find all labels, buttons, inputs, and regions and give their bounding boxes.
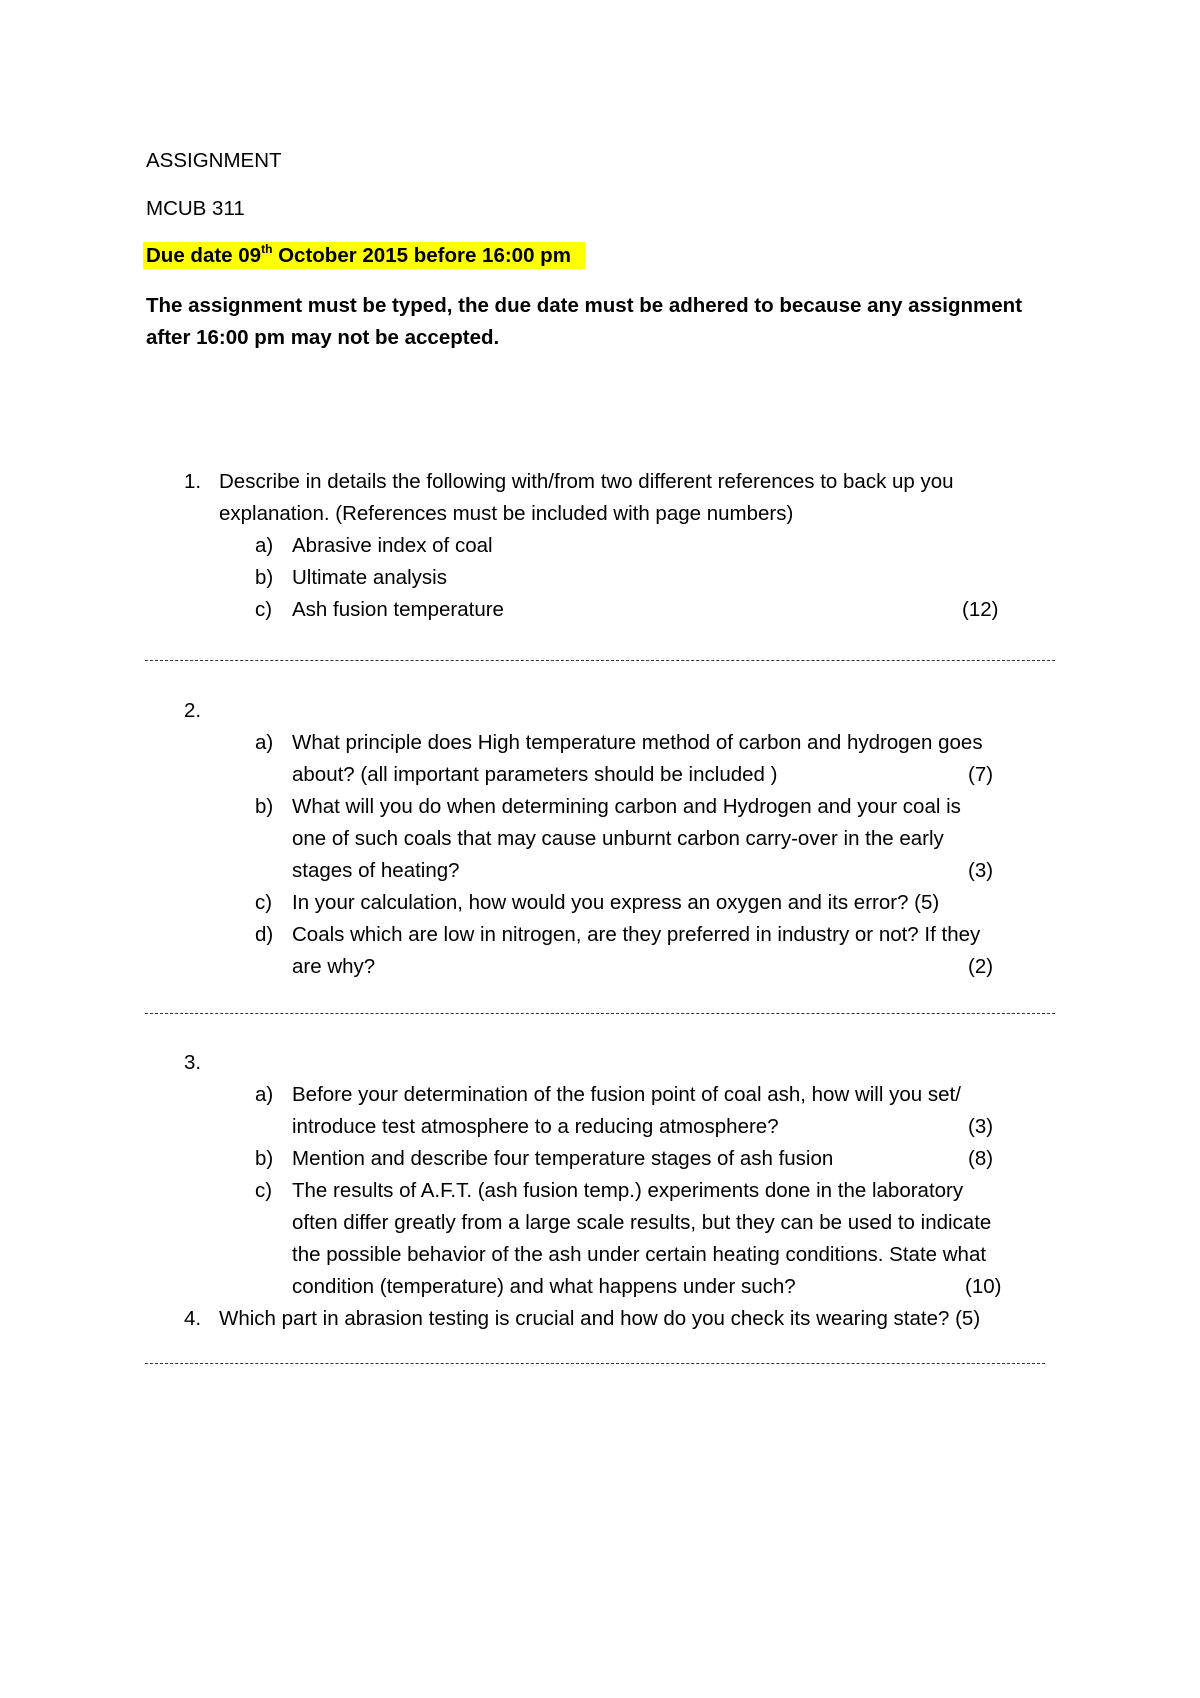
q3a-line-1: Before your determination of the fusion point of coal ash, how will you set/ bbox=[292, 1083, 961, 1106]
q2d-marks: (2) bbox=[968, 955, 994, 978]
notice-line-2: after 16:00 pm may not be accepted. bbox=[146, 326, 500, 349]
q3c-marks: (10) bbox=[965, 1275, 1002, 1298]
due-date-sup: th bbox=[261, 242, 273, 256]
due-date-highlight bbox=[143, 242, 585, 269]
q1c-text: Ash fusion temperature bbox=[292, 598, 504, 621]
q3a-label: a) bbox=[255, 1083, 274, 1106]
q1a-label: a) bbox=[255, 534, 274, 557]
assignment-title: ASSIGNMENT bbox=[146, 149, 282, 172]
q2b-line-1: What will you do when determining carbon and Hydrogen and your coal is bbox=[292, 795, 961, 818]
q1-line-1: Describe in details the following with/from two different references to back up you bbox=[219, 470, 954, 493]
q3-number: 3. bbox=[184, 1051, 202, 1074]
q2b-line-3: stages of heating? bbox=[292, 859, 460, 882]
course-code: MCUB 311 bbox=[146, 197, 245, 220]
q2a-label: a) bbox=[255, 731, 274, 754]
q1-number: 1. bbox=[184, 470, 202, 493]
q1c-label: c) bbox=[255, 598, 273, 621]
q3c-line-2: often differ greatly from a large scale results, but they can be used to indicate bbox=[292, 1211, 992, 1234]
q1-line-2: explanation. (References must be included with page numbers) bbox=[219, 502, 794, 525]
q3c-line-4: condition (temperature) and what happens under such? bbox=[292, 1275, 796, 1298]
q3b-label: b) bbox=[255, 1147, 274, 1170]
q1b-label: b) bbox=[255, 566, 274, 589]
q3a-line-2: introduce test atmosphere to a reducing atmosphere? bbox=[292, 1115, 779, 1138]
q2a-line-2: about? (all important parameters should be included ) bbox=[292, 763, 778, 786]
divider-1 bbox=[145, 660, 1055, 661]
q2b-marks: (3) bbox=[968, 859, 994, 882]
q2a-line-1: What principle does High temperature method of carbon and hydrogen goes bbox=[292, 731, 983, 754]
q4-number: 4. bbox=[184, 1307, 202, 1330]
divider-3 bbox=[145, 1363, 1045, 1364]
q1a-text: Abrasive index of coal bbox=[292, 534, 493, 557]
q2c-label: c) bbox=[255, 891, 273, 914]
due-date-suffix: October 2015 before 16:00 pm bbox=[272, 244, 571, 267]
q2c-text: In your calculation, how would you express an oxygen and its error? (5) bbox=[292, 891, 940, 914]
notice-line-1: The assignment must be typed, the due date must be adhered to because any assignment bbox=[146, 294, 1023, 317]
q4-text: Which part in abrasion testing is crucial and how do you check its wearing state? (5) bbox=[219, 1307, 981, 1330]
q2b-line-2: one of such coals that may cause unburnt carbon carry-over in the early bbox=[292, 827, 944, 850]
due-date-prefix: Due date 09 bbox=[146, 244, 262, 267]
q3c-line-1: The results of A.F.T. (ash fusion temp.) experiments done in the laboratory bbox=[292, 1179, 964, 1202]
q2-number: 2. bbox=[184, 699, 202, 722]
due-date bbox=[143, 242, 585, 270]
q1-marks: (12) bbox=[962, 598, 999, 621]
q3a-marks: (3) bbox=[968, 1115, 994, 1138]
q2d-label: d) bbox=[255, 923, 274, 946]
q3b-marks: (8) bbox=[968, 1147, 994, 1170]
q2d-line-1: Coals which are low in nitrogen, are they preferred in industry or not? If they bbox=[292, 923, 981, 946]
q2b-label: b) bbox=[255, 795, 274, 818]
q3b-text: Mention and describe four temperature stages of ash fusion bbox=[292, 1147, 834, 1170]
q2a-marks: (7) bbox=[968, 763, 994, 786]
q3c-label: c) bbox=[255, 1179, 273, 1202]
q2d-line-2: are why? bbox=[292, 955, 376, 978]
divider-2 bbox=[145, 1013, 1055, 1014]
q3c-line-3: the possible behavior of the ash under certain heating conditions. State what bbox=[292, 1243, 987, 1266]
q1b-text: Ultimate analysis bbox=[292, 566, 447, 589]
